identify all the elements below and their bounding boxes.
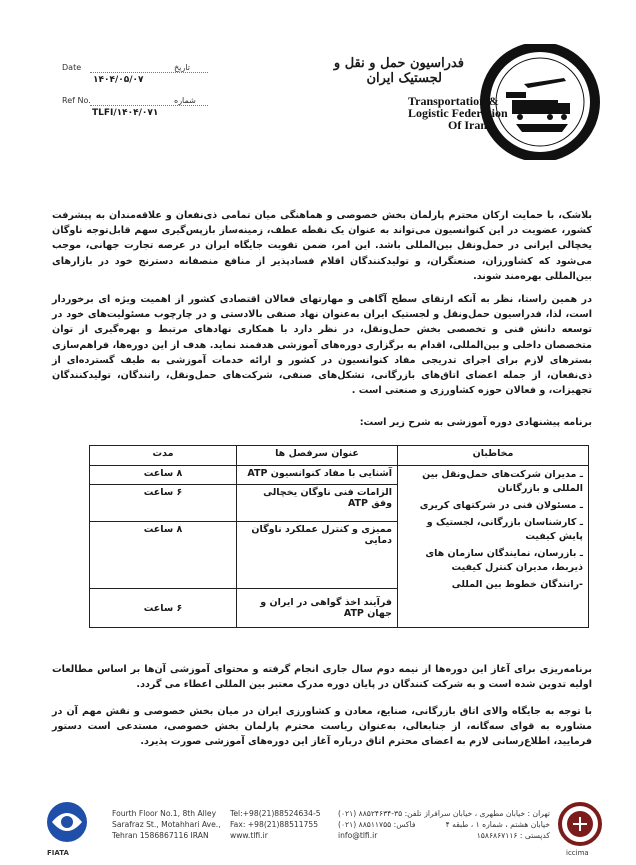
table-intro: برنامه پیشنهادی دوره آموزشی به شرح زیر است: (359, 417, 592, 428)
tel-en: Tel:+98(21)88524634-5 (230, 809, 321, 818)
fax-en: Fax: +98(21)88511755 (230, 820, 319, 829)
ref-value: TLFI/۱۴۰۴/۰۷۱ (92, 108, 159, 118)
ref-line (90, 105, 208, 106)
date-label-en: Date (62, 63, 82, 72)
federation-seal-icon (468, 44, 612, 160)
audience-cell (398, 466, 589, 628)
iccima-label: iccima (566, 849, 589, 857)
row-title: الزامات فنی ناوگان یخچالی وفق ATP (237, 485, 398, 522)
table-row (90, 466, 589, 485)
body-paragraph-3: برنامه‌ریزی برای آغاز این دوره‌ها از نیمه دوم سال جاری انجام گرفته و محتوای آموزشی آن‌ها بر اساس مطالعات اولیه تدوین شده است و به شرکت کنندگان در پایان دوره مدرک معتبر بین المللی اعطاء می گردد. (52, 664, 592, 691)
audience-item: ـ مسئولان فنی در شرکتهای کریری (419, 500, 583, 511)
phone-fa: تلفن: ۳۵-۸۸۵۲۴۶۳۴ (۰۲۱) (338, 809, 422, 818)
ref-label-en: Ref No. (62, 96, 91, 105)
row-title: ممیزی و کنترل عملکرد ناوگان دمایی (237, 522, 398, 589)
row-title: آشنایی با مفاد کنوانسیون ATP (237, 466, 398, 485)
logo-name-en-line2: Logistic Federation (408, 106, 508, 120)
logo-name-fa (334, 56, 464, 86)
body-paragraph-1: بلاشک، با حمایت ارکان محترم پارلمان بخش خصوصی و هماهنگی میان تمامی ذی‌نفعان و علاقه‌مندان به پیشرفت کشور، عضویت در این کنوانسیون می‌تواند به عنوان یک نقطه عطف، زمینه‌ساز بازپس‌گیری سهم قابل‌توجه ناوگان یخچالی ایرانی در حمل‌ونقل بین‌المللی باشد. این امر، ضمن تقویت جایگاه ایران در عرصه تجارت جهانی، موجب می‌شود که کشاورزان، صنعتگران، و تولیدکنندگان اقلام فسادپذیر از منافع منصفانه دسترنج خود در بازارهای بین‌المللی بهره‌مند شوند. (52, 210, 592, 282)
audience-item: -رانندگان خطوط بین المللی (451, 579, 583, 590)
fiata-logo-icon (42, 800, 92, 848)
address-en (112, 808, 221, 841)
logo-name-fa-line2: لجستیک ایران (366, 71, 442, 86)
address-en-line1: Fourth Floor No.1, 8th Alley (112, 809, 217, 818)
address-en-line3: Tehran 1586867116 IRAN (112, 831, 209, 840)
address-fa-line1: تهران : خیابان مطهری ، خیابان سرافراز (424, 809, 550, 818)
audience-item: ـ مدیران شرکت‌های حمل‌ونقل بین المللی و بازرگانان (422, 469, 583, 494)
training-program-table (89, 445, 589, 628)
logo-name-en-line1: Transportation & (408, 94, 499, 108)
body-paragraph-2: در همین راستا، نظر به آنکه ارتقای سطح آگاهی و مهارتهای فعالان اقتصادی کشور از اهمیت ویژه ای برخوردار است، لذا، فدراسیون حمل‌ونقل و لجستیک ایران به‌عنوان نهاد صنفی بالادستی و در چارچوب مسئولیت‌های خود در توسعه دانش فنی و تخصصی بخش حمل‌ونقل، در نظر دارد با همکاری نهادهای مرتبط و بهره‌گیری از توان متخصصان داخلی و بین‌المللی، اقدام به برگزاری دوره‌های آموزشی هدفمند نماید. هدف از این دوره‌ها، فراهم‌سازی بسترهای لازم برای اجرای تدریجی مفاد کنوانسیون در کشور و ارائه خدمات آموزشی به طیف گسترده‌ای از ذی‌نفعان، از جمله اعضای اتاق‌های بازرگانی، تشکل‌های صنفی، شرکت‌های حمل‌ونقل، رانندگان، تولیدکنندگان تجهیزات، و فعالان حوزه کشاورزی و صنعتی است . (52, 294, 592, 397)
fax-fa: فاکس: ۸۸۵۱۱۷۵۵ (۰۲۱) (338, 820, 416, 829)
row-duration: ۶ ساعت (90, 485, 237, 522)
address-en-line2: Sarafraz St., Motahhari Ave., (112, 820, 221, 829)
body-paragraph-4: با توجه به جایگاه والای اتاق بازرگانی، صنایع، معادن و کشاورزی ایران در میان بخش خصوصی و نقش مهم آن در مشاوره به قوای سه‌گانه، از جنابعالی، به‌عنوان ریاست محترم پارلمان بخش خصوصی، مستدعی است دستور فرمایید، اطلاع‌رسانی لازم به اعضای محترم اتاق درباره آغاز این دوره‌های آموزشی صورت پذیرد. (52, 706, 592, 748)
contact-en (230, 808, 321, 841)
header-title: عنوان سرفصل ها (237, 446, 398, 466)
email-link[interactable]: info@tlfi.ir (338, 831, 378, 840)
audience-item: ـ کارشناسان بازرگانی، لجستیک و پایش کیفیت (426, 517, 583, 542)
logo-name-en-line3: Of Iran (448, 118, 487, 132)
address-fa (400, 808, 550, 841)
row-duration: ۸ ساعت (90, 466, 237, 485)
address-fa-line2: خیابان هشتم ، شماره ۱ ، طبقه ۴ (445, 820, 550, 829)
row-duration: ۶ ساعت (90, 589, 237, 628)
fiata-label: FIATA (47, 849, 69, 857)
audience-item: ـ بازرسان، نمایندگان سازمان های ذیربط، مدیران کنترل کیفیت (425, 548, 583, 573)
date-line (90, 72, 208, 73)
address-fa-line3: کدپستی : ۱۵۸۶۸۶۷۱۱۶ (476, 831, 550, 840)
date-value: ۱۴۰۴/۰۵/۰۷ (93, 75, 144, 85)
date-label-fa: تاریخ (174, 63, 190, 72)
table-header-row (90, 446, 589, 466)
logo-name-fa-line1: فدراسیون حمل و نقل و (333, 56, 464, 71)
header-duration: مدت (90, 446, 237, 466)
row-title: فرآیند اخذ گواهی در ایران و جهان ATP (237, 589, 398, 628)
header-audience: مخاطبان (398, 446, 589, 466)
ref-label-fa: شماره (174, 96, 196, 105)
iccima-logo-icon (556, 802, 604, 848)
row-duration: ۸ ساعت (90, 522, 237, 589)
website-link[interactable]: www.tlfi.ir (230, 831, 268, 840)
